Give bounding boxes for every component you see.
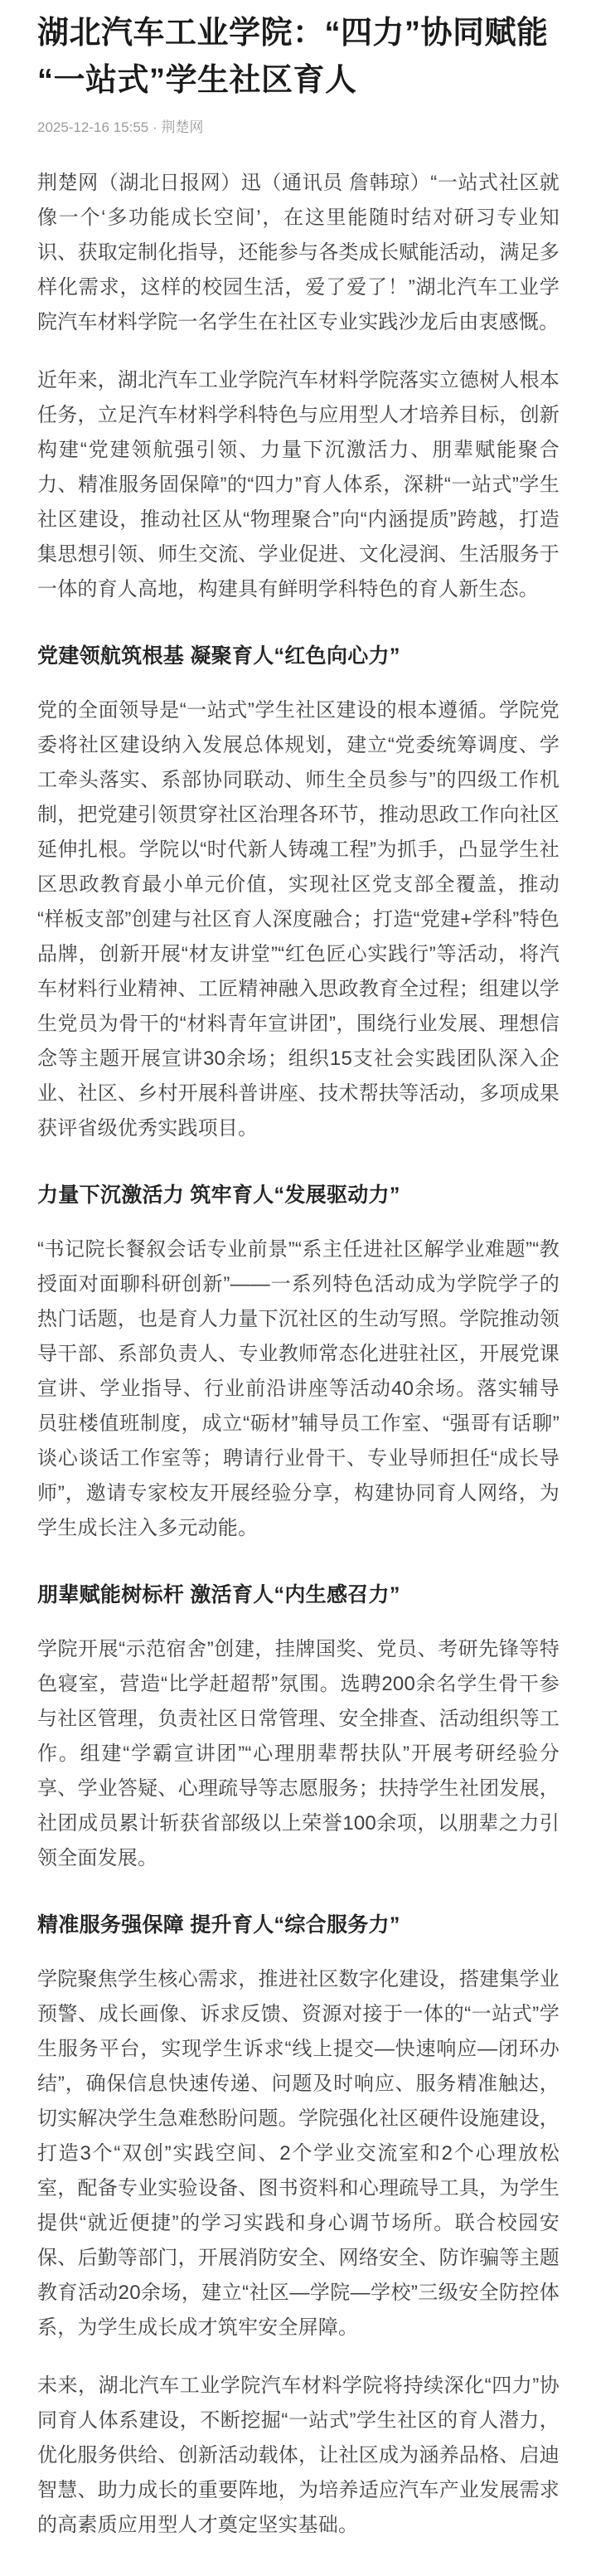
section-heading-party-building: 党建领航筑根基 凝聚育人“红色向心力” (37, 644, 400, 668)
page-title: 湖北汽车工业学院：“四力”协同赋能“一站式”学生社区育人 (37, 16, 549, 98)
section-heading-precise-service: 精准服务强保障 提升育人“综合服务力” (37, 1913, 400, 1937)
section-paragraph-force-sinking: “书记院长餐叙会话专业前景”“系主任进社区解学业难题”“教授面对面聊科研创新”——一系列特色活动成为学院学子的热门话题，也是育人力量下沉社区的生动写照。学院推动领导干部、系部负责人、专业教师常态化进驻社区，开展党课宣讲、学业指导、行业前沿讲座等活动40余场。落实辅导员驻楼值班制度，成立“砺材”辅导员工作室、“强哥有话聊”谈心谈话工作室等；聘请行业骨干、专业导师担任“成长导师”，邀请专家校友开展经验分享，构建协同育人网络，为学生成长注入多元动能。 (37, 1238, 560, 1539)
closing-paragraph: 未来，湖北汽车工业学院汽车材料学院将持续深化“四力”协同育人体系建设，不断挖掘“一站式”学生社区的育人潜力，优化服务供给、创新活动载体，让社区成为涵养品格、启迪智慧、助力成长的重要阵地，为培养适应汽车产业发展需求的高素质应用型人才奠定坚实基础。 (37, 2374, 560, 2536)
intro-paragraph-2: 近年来，湖北汽车工业学院汽车材料学院落实立德树人根本任务，立足汽车材料学科特色与应用型人才培养目标，创新构建“党建领航强引领、力量下沉激活力、朋辈赋能聚合力、精准服务固保障”的“四力”育人体系，深耕“一站式”学生社区建设，推动社区从“物理聚合”向“内涵提质”跨越，打造集思想引领、师生交流、学业促进、文化浸润、生活服务于一体的育人高地，构建具有鲜明学科特色的育人新生态。 (37, 369, 560, 600)
article-meta: 2025-12-16 15:55 · 荆楚网 (37, 119, 204, 135)
section-heading-peer-empowerment: 朋辈赋能树标杆 激活育人“内生感召力” (37, 1583, 400, 1606)
section-paragraph-party-building: 党的全面领导是“一站式”学生社区建设的根本遵循。学院党委将社区建设纳入发展总体规划，建立“党委统筹调度、学工牵头落实、系部协同联动、师生全员参与”的四级工作机制，把党建引领贯穿社区治理各环节，推动思政工作向社区延伸扎根。学院以“时代新人铸魂工程”为抓手，凸显学生社区思政教育最小单元价值，实现社区党支部全覆盖，推动“样板支部”创建与社区育人深度融合；打造“党建+学科”特色品牌，创新开展“材友讲堂”“红色匠心实践行”等活动，将汽车材料行业精神、工匠精神融入思政教育全过程；组建以学生党员为骨干的“材料青年宣讲团”，围绕行业发展、理想信念等主题开展宣讲30余场；组织15支社会实践团队深入企业、社区、乡村开展科普讲座、技术帮扶等活动，多项成果获评省级优秀实践项目。 (37, 699, 560, 1140)
section-paragraph-precise-service: 学院聚焦学生核心需求，推进社区数字化建设，搭建集学业预警、成长画像、诉求反馈、资源对接于一体的“一站式”学生服务平台，实现学生诉求“线上提交—快速响应—闭环办结”，确保信息快速传递、问题及时响应、服务精准触达，切实解决学生急难愁盼问题。学院强化社区硬件设施建设，打造3个“双创”实践空间、2个学业交流室和2个心理放松室，配备专业实验设备、图书资料和心理疏导工具，为学生提供“就近便捷”的学习实践和身心调节场所。联合校园安保、后勤等部门，开展消防安全、网络安全、防诈骗等主题教育活动20余场，建立“社区—学院—学校”三级安全防控体系，为学生成长成才筑牢安全屏障。 (37, 1968, 560, 2339)
section-heading-force-sinking: 力量下沉激活力 筑牢育人“发展驱动力” (37, 1184, 400, 1207)
article-body (37, 166, 560, 2543)
section-paragraph-peer-empowerment: 学院开展“示范宿舍”创建，挂牌国奖、党员、考研先锋等特色寝室，营造“比学赶超帮”氛围。选聘200余名学生骨干参与社区管理，负责社区日常管理、安全排查、活动组织等工作。组建“学霸宣讲团”“心理朋辈帮扶队”开展考研经验分享、学业答疑、心理疏导等志愿服务；扶持学生社团发展，社团成员累计斩获省部级以上荣誉100余项，以朋辈之力引领全面发展。 (37, 1638, 560, 1869)
intro-paragraph-1: 荆楚网（湖北日报网）迅（通讯员 詹韩琼）“一站式社区就像一个‘多功能成长空间’，在这里能随时结对研习专业知识、获取定制化指导，还能参与各类成长赋能活动，满足多样化需求，这样的校园生活，爱了爱了！”湖北汽车工业学院汽车材料学院一名学生在社区专业实践沙龙后由衷感慨。 (37, 172, 560, 333)
